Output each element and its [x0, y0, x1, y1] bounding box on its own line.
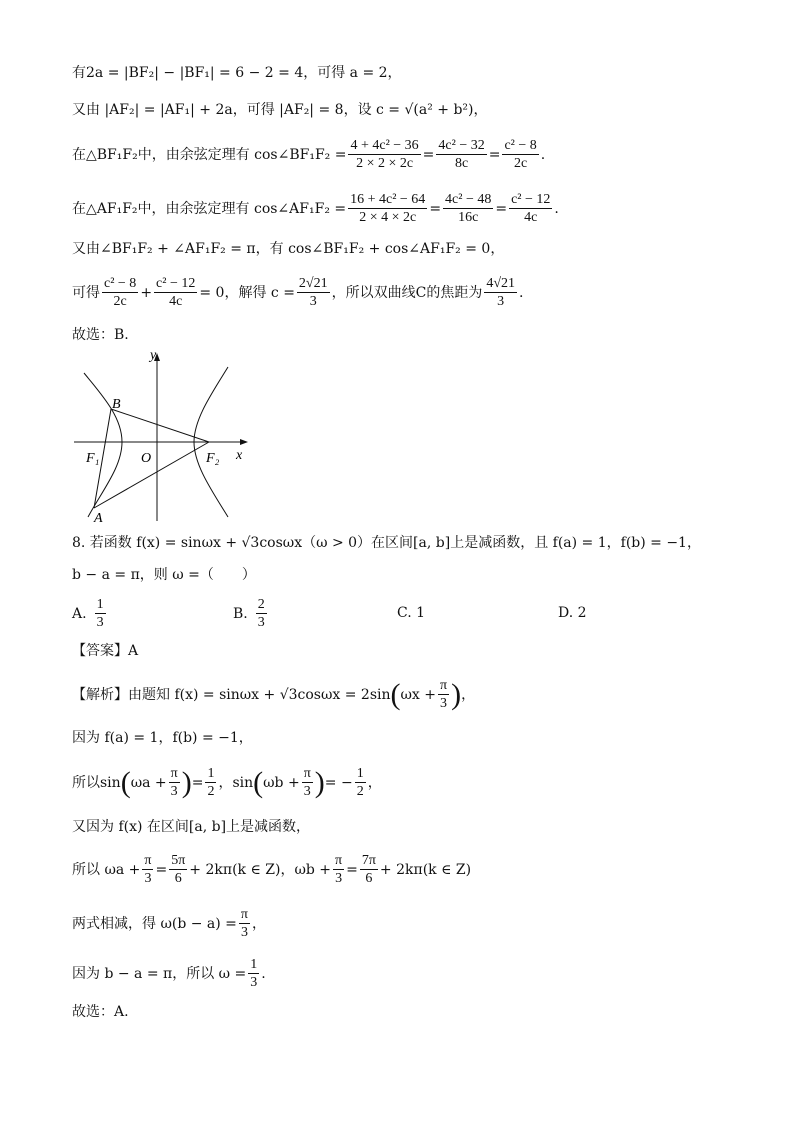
text: ，	[252, 915, 266, 932]
denominator: 16c	[458, 210, 479, 225]
denominator: 3	[497, 294, 505, 309]
option-label: A.	[72, 605, 87, 622]
denominator: 3	[257, 615, 265, 630]
text: = −	[324, 774, 353, 791]
numerator: c² − 8	[104, 276, 137, 291]
paren-close: )	[181, 765, 192, 799]
fraction	[502, 137, 538, 172]
eq: =	[422, 146, 435, 163]
text: 可得	[72, 284, 100, 301]
fraction	[248, 956, 259, 991]
denominator: 3	[96, 615, 104, 630]
paren-open: (	[120, 765, 131, 799]
numerator: 4 + 4c² − 36	[350, 138, 419, 153]
text: 故选：B.	[72, 327, 129, 343]
denominator: 3	[170, 784, 178, 799]
option-c[interactable]	[397, 605, 425, 621]
text: ωa +	[130, 774, 167, 791]
period: .	[519, 284, 524, 301]
question8-stem-1	[72, 534, 701, 552]
analysis-line	[72, 677, 475, 712]
label-f1: F₁	[86, 451, 100, 466]
text: 所以sin	[72, 774, 121, 791]
denominator: 3	[303, 784, 311, 799]
label-f2: F₂	[206, 451, 220, 466]
text: .	[261, 965, 266, 982]
fraction	[142, 852, 153, 887]
denominator: 2c	[113, 294, 127, 309]
text: 在△BF₁F₂中，由余弦定理有 cos∠BF₁F₂ =	[72, 146, 347, 163]
numerator: 16 + 4c² − 64	[350, 192, 426, 207]
text: 因为 f(a) = 1，f(b) = −1，	[72, 730, 253, 746]
denominator: 3	[335, 871, 343, 886]
fraction	[169, 852, 187, 887]
segment-af2	[94, 442, 209, 508]
subtract-line	[72, 906, 266, 941]
numerator: 1	[356, 766, 364, 781]
fraction	[509, 191, 552, 226]
text: 又由 |AF₂| = |AF₁| + 2a，可得 |AF₂| = 8，设 c = √(a² + b²)，	[72, 102, 488, 118]
option-label: D. 2	[558, 605, 587, 621]
fraction	[256, 596, 267, 631]
label-x: x	[236, 448, 243, 463]
paren-open: (	[253, 765, 264, 799]
label-o: O	[141, 451, 152, 466]
denominator: 4c	[524, 210, 538, 225]
text: =	[155, 861, 168, 878]
answer-line	[72, 642, 138, 660]
fraction	[102, 275, 138, 310]
paren-close: )	[451, 677, 462, 711]
numerator: π	[303, 766, 311, 781]
denominator: 4c	[169, 294, 183, 309]
numerator: 7π	[361, 853, 376, 868]
denominator: 2	[356, 784, 364, 799]
fraction	[169, 765, 180, 800]
text: 因为 b − a = π，所以 ω =	[72, 965, 247, 982]
period: .	[540, 146, 546, 163]
since-line-2	[72, 956, 266, 991]
hyperbola-diagram	[72, 345, 262, 523]
numerator: 1	[250, 957, 258, 972]
text: 8. 若函数 f(x) = sinωx + √3cosωx（ω > 0）在区间[a, b]上是减函数，且 f(a) = 1，f(b) = −1，	[72, 535, 701, 551]
text: ，	[367, 774, 382, 791]
text: ，所以双曲线C的焦距为	[331, 284, 483, 301]
text: ，sin	[218, 774, 254, 791]
paren-close: )	[314, 765, 325, 799]
numerator: π	[240, 907, 248, 922]
fraction	[438, 677, 449, 712]
numerator: 1	[96, 597, 104, 612]
fraction	[355, 765, 366, 800]
choose-b	[72, 326, 129, 344]
solution-line-5	[72, 240, 504, 258]
text: 故选：A.	[72, 1004, 129, 1020]
option-b[interactable]	[233, 596, 269, 631]
text: 【解析】由题知 f(x) = sinωx + √3cosωx = 2sin	[72, 686, 391, 703]
denominator: 2	[207, 784, 215, 799]
plus: +	[140, 284, 153, 301]
choose-a	[72, 1003, 129, 1021]
x-axis-arrow	[240, 439, 248, 445]
numerator: c² − 8	[504, 138, 537, 153]
denominator: 8c	[454, 156, 469, 171]
numerator: π	[144, 853, 152, 868]
denominator: 6	[174, 871, 182, 886]
text: 【答案】A	[72, 643, 139, 659]
denominator: 3	[144, 871, 152, 886]
text: =	[191, 774, 204, 791]
fraction	[443, 191, 493, 226]
numerator: 5π	[171, 853, 186, 868]
solution-line-1	[72, 64, 402, 82]
solution-line-4	[72, 191, 559, 226]
period: .	[554, 200, 559, 217]
option-d[interactable]	[558, 605, 587, 621]
numerator: 2	[257, 597, 265, 612]
comma: ，	[461, 686, 476, 703]
eq: =	[488, 146, 501, 163]
numerator: 4c² − 48	[445, 192, 492, 207]
numerator: π	[170, 766, 178, 781]
denominator: 3	[309, 294, 317, 309]
text: + 2kπ(k ∈ Z)	[379, 861, 472, 878]
option-label: B.	[233, 605, 248, 622]
fraction	[360, 852, 378, 887]
fraction	[297, 275, 330, 310]
fraction	[484, 275, 517, 310]
text: = 0，解得 c =	[199, 284, 295, 301]
text: ωb +	[263, 774, 300, 791]
denominator: 2 × 2 × 2c	[356, 156, 414, 171]
fraction	[348, 137, 420, 172]
eq: =	[429, 200, 442, 217]
text: b − a = π，则 ω =（ ）	[72, 567, 256, 583]
solution-line-6	[72, 275, 523, 310]
fraction	[95, 596, 106, 631]
numerator: c² − 12	[511, 192, 551, 207]
so-line-1	[72, 765, 382, 800]
label-a: A	[94, 511, 103, 523]
numerator: π	[440, 678, 448, 693]
numerator: 4√21	[486, 276, 516, 291]
text: ωx +	[400, 686, 437, 703]
text: 两式相减，得 ω(b − a) =	[72, 915, 237, 932]
text: 所以 ωa +	[72, 861, 141, 878]
question8-stem-2	[72, 566, 256, 584]
numerator: 1	[207, 766, 215, 781]
so-line-2	[72, 852, 471, 887]
denominator: 2 × 4 × 2c	[359, 210, 417, 225]
denominator: 6	[365, 871, 373, 886]
fraction	[302, 765, 313, 800]
label-b: B	[112, 397, 121, 412]
numerator: π	[335, 853, 343, 868]
solution-line-3	[72, 137, 545, 172]
numerator: 2√21	[298, 276, 328, 291]
text: 又由∠BF₁F₂ + ∠AF₁F₂ = π，有 cos∠BF₁F₂ + cos∠AF₁F₂ = 0，	[72, 241, 505, 257]
denominator: 2c	[514, 156, 528, 171]
eq: =	[495, 200, 508, 217]
denominator: 3	[440, 696, 448, 711]
fraction	[239, 906, 250, 941]
numerator: 4c² − 32	[438, 138, 485, 153]
fraction	[333, 852, 344, 887]
numerator: c² − 12	[156, 276, 196, 291]
fraction	[436, 137, 486, 172]
segment-bf2	[111, 409, 209, 442]
again-line	[72, 818, 310, 836]
text: 在△AF₁F₂中，由余弦定理有 cos∠AF₁F₂ =	[72, 200, 347, 217]
text: + 2kπ(k ∈ Z)，ωb +	[189, 861, 332, 878]
text: 又因为 f(x) 在区间[a, b]上是减函数，	[72, 819, 311, 835]
text: =	[346, 861, 358, 878]
option-a[interactable]	[72, 596, 108, 631]
paren-open: (	[390, 677, 401, 711]
option-label: C. 1	[397, 605, 426, 621]
solution-line-2	[72, 101, 488, 119]
fraction	[205, 765, 216, 800]
since-line-1	[72, 729, 253, 747]
label-y: y	[150, 348, 157, 363]
denominator: 3	[250, 975, 258, 990]
text: 有2a = |BF₂| − |BF₁| = 6 − 2 = 4，可得 a = 2，	[72, 65, 402, 81]
denominator: 3	[240, 925, 248, 940]
fraction	[348, 191, 427, 226]
fraction	[154, 275, 197, 310]
